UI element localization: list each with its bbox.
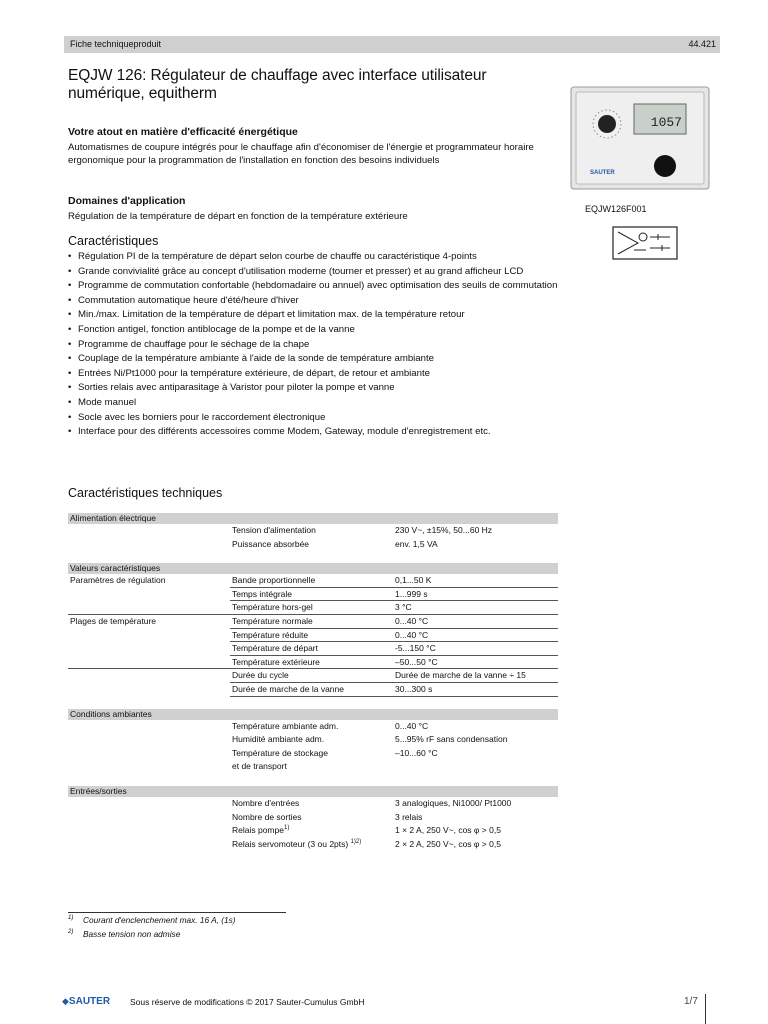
page-edge-mark bbox=[705, 994, 706, 1024]
table-row bbox=[68, 629, 558, 643]
doc-number: 44.421 bbox=[688, 39, 716, 49]
row-value: Durée de marche de la vanne ÷ 15 bbox=[395, 670, 526, 681]
table-row bbox=[68, 642, 558, 656]
row-label: Bande proportionnelle bbox=[232, 575, 316, 586]
row-value: 3 analogiques, Ni1000/ Pt1000 bbox=[395, 797, 512, 808]
table-row bbox=[68, 683, 558, 697]
table-row bbox=[68, 669, 558, 683]
row-value: 1 × 2 A, 250 V~, cos φ > 0,5 bbox=[395, 825, 501, 836]
table-row bbox=[68, 720, 558, 734]
table-row bbox=[68, 733, 558, 747]
footnote-text: Courant d'enclenchement max. 16 A, (1s) bbox=[83, 915, 236, 925]
row-value: –50...50 °C bbox=[395, 656, 438, 667]
table-row bbox=[68, 824, 558, 838]
table-row bbox=[68, 574, 558, 588]
row-label: Température réduite bbox=[232, 629, 309, 640]
list-item: • Sorties relais avec antiparasitage à Varistor pour piloter la pompe et vanne bbox=[68, 382, 558, 394]
energy-symbol-icon bbox=[612, 226, 678, 260]
header-bar bbox=[64, 36, 720, 53]
row-value: 30...300 s bbox=[395, 683, 433, 694]
tech-table bbox=[68, 513, 558, 851]
footnote-ref: 1) bbox=[283, 825, 290, 832]
domains-heading: Domaines d'application bbox=[68, 195, 186, 207]
row-label: Tension d'alimentation bbox=[232, 525, 316, 535]
table-row bbox=[68, 838, 558, 852]
table-row bbox=[68, 615, 558, 629]
footnote-text: Basse tension non admise bbox=[83, 929, 181, 939]
footnote-2 bbox=[68, 929, 181, 939]
footnote-divider bbox=[68, 912, 286, 913]
tech-heading: Caractéristiques techniques bbox=[68, 486, 223, 500]
list-item: • Commutation automatique heure d'été/heure d'hiver bbox=[68, 295, 558, 307]
features-heading: Caractéristiques bbox=[68, 234, 159, 248]
row-label: Temps intégrale bbox=[232, 588, 293, 599]
section-header-valeurs: Valeurs caractéristiques bbox=[68, 563, 558, 574]
section-header-conditions: Conditions ambiantes bbox=[68, 709, 558, 720]
row-value: 0...40 °C bbox=[395, 629, 429, 640]
page-title: EQJW 126: Régulateur de chauffage avec interface utilisateur numérique, equitherm bbox=[68, 67, 487, 102]
group-label: Plages de température bbox=[70, 615, 156, 626]
table-row bbox=[68, 588, 558, 602]
product-brand: SAUTER bbox=[590, 170, 615, 176]
list-item: • Grande convivialité grâce au concept d'utilisation moderne (tourner et presser) et au grand afficheur LCD bbox=[68, 266, 558, 278]
row-label: Humidité ambiante adm. bbox=[232, 734, 325, 745]
row-label: Température de départ bbox=[232, 643, 318, 654]
footnote-ref: 1)2) bbox=[350, 838, 362, 845]
list-item: • Socle avec les borniers pour le raccordement électronique bbox=[68, 412, 558, 424]
row-label: Durée de marche de la vanne bbox=[232, 683, 344, 694]
page-number: 1/7 bbox=[684, 996, 698, 1007]
row-label: et de transport bbox=[232, 761, 287, 772]
list-item: • Interface pour des différents accessoires comme Modem, Gateway, module d'enregistrement etc. bbox=[68, 426, 558, 438]
row-value: 1...999 s bbox=[395, 588, 428, 599]
row-label: Nombre de sorties bbox=[232, 811, 302, 822]
list-item: • Mode manuel bbox=[68, 397, 558, 409]
row-value: 2 × 2 A, 250 V~, cos φ > 0,5 bbox=[395, 838, 501, 849]
row-label: Température ambiante adm. bbox=[232, 720, 339, 731]
footnote-mark: 1) bbox=[68, 915, 74, 922]
list-item: • Fonction antigel, fonction antiblocage de la pompe et de la vanne bbox=[68, 324, 558, 336]
list-item: • Programme de chauffage pour le séchage de la chape bbox=[68, 339, 558, 351]
row-label: Puissance absorbée bbox=[232, 538, 310, 549]
table-row bbox=[68, 601, 558, 615]
row-label: Température extérieure bbox=[232, 656, 320, 667]
row-value: 3 °C bbox=[395, 602, 412, 613]
section-header-alimentation: Alimentation électrique bbox=[68, 513, 558, 524]
list-item: • Programme de commutation confortable (hebdomadaire ou annuel) avec optimisation des seuils de commutation bbox=[68, 280, 558, 292]
list-item: • Régulation PI de la température de départ selon courbe de chauffe ou caractéristique 4-points bbox=[68, 251, 558, 263]
row-value: env. 1,5 VA bbox=[395, 538, 438, 549]
row-value: –10...60 °C bbox=[395, 747, 438, 758]
group-label: Paramètres de régulation bbox=[70, 575, 166, 586]
table-row bbox=[68, 524, 558, 538]
row-label: Relais pompe$^{1)}$ bbox=[232, 825, 290, 836]
row-label: Température normale bbox=[232, 615, 313, 626]
doc-type-label: Fiche techniqueproduit bbox=[70, 39, 162, 49]
list-item: • Entrées Ni/Pt1000 pour la température extérieure, de départ, de retour et ambiante bbox=[68, 368, 558, 380]
footnote-1 bbox=[68, 915, 236, 925]
list-item: • Min./max. Limitation de la température de départ et limitation max. de la température retour bbox=[68, 309, 558, 321]
table-row bbox=[68, 797, 558, 811]
lcd-display-value: 1057 bbox=[650, 115, 682, 130]
intro-text: Automatismes de coupure intégrés pour le chauffage afin d'économiser de l'énergie et programmateur horaire ergonomique pour la programmation de l'installation en fonction des besoins individuels bbox=[68, 142, 534, 166]
intro-heading: Votre atout en matière d'efficacité énergétique bbox=[68, 126, 298, 138]
row-label: Relais servomoteur (3 ou 2pts) $^{1)2)}$ bbox=[232, 838, 362, 849]
table-row bbox=[68, 656, 558, 670]
sauter-logo: ◆SAUTER bbox=[62, 996, 111, 1007]
row-value: -5...150 °C bbox=[395, 643, 436, 654]
footnote-mark: 2) bbox=[68, 929, 74, 936]
row-label: Durée du cycle bbox=[232, 670, 289, 681]
product-caption: EQJW126F001 bbox=[585, 204, 647, 214]
list-item: • Couplage de la température ambiante à l'aide de la sonde de température ambiante bbox=[68, 353, 558, 365]
section-header-entrees-sorties: Entrées/sorties bbox=[68, 786, 558, 797]
row-label: Nombre d'entrées bbox=[232, 797, 300, 808]
table-row bbox=[68, 760, 558, 774]
row-value: 5...95% rF sans condensation bbox=[395, 734, 508, 745]
row-value: 230 V~, ±15%, 50...60 Hz bbox=[395, 525, 493, 535]
row-value: 3 relais bbox=[395, 811, 423, 822]
domains-text: Régulation de la température de départ en fonction de la température extérieure bbox=[68, 211, 408, 222]
row-label: Température hors-gel bbox=[232, 602, 313, 613]
table-row bbox=[68, 811, 558, 825]
row-value: 0...40 °C bbox=[395, 720, 429, 731]
features-list bbox=[68, 251, 558, 441]
logo-mark-icon: ◆ bbox=[62, 996, 69, 1006]
product-photo bbox=[570, 86, 710, 190]
table-row bbox=[68, 538, 558, 552]
table-row bbox=[68, 747, 558, 761]
row-value: 0...40 °C bbox=[395, 615, 429, 626]
row-value: 0,1...50 K bbox=[395, 575, 432, 586]
footer-copyright: Sous réserve de modifications © 2017 Sauter-Cumulus GmbH bbox=[130, 997, 365, 1007]
row-label: Température de stockage bbox=[232, 747, 328, 758]
